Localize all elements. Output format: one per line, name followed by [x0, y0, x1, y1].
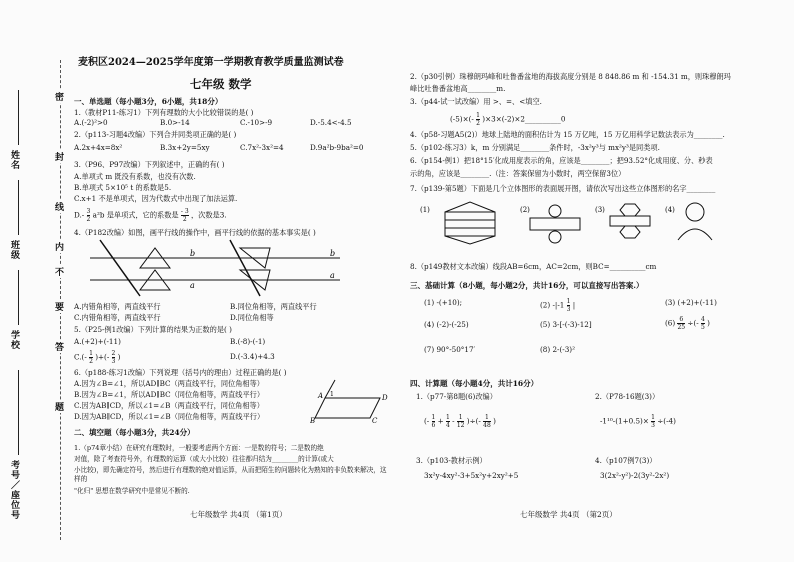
- q2-option-d: D.9a²b-9ba²=0: [310, 143, 364, 152]
- problem-3: 3.（p103-教材示例）: [416, 456, 487, 465]
- fraction: $\frac{1}{3}$: [651, 414, 655, 429]
- q4-option-b: B.同位角相等，两直线平行: [230, 302, 317, 311]
- q6-option-d: D.因为AB∥CD，所以∠1=∠B（同位角相等，两直线平行）: [74, 412, 265, 421]
- fill-question-1-line-1: 1.（p74章小结）在研究有理数时，一般要考虑两个方面：一是数的符号；二是数的绝: [74, 444, 324, 452]
- net-hex-bottom: [620, 226, 640, 238]
- section-2-heading: 二、填空题（每小题3分，共24分）: [74, 428, 195, 437]
- net-prism-top: [445, 202, 495, 212]
- label-b: b: [330, 249, 336, 258]
- net-prism-bottom: [445, 236, 495, 244]
- q5-option-c: C.(- $\frac{1}{2}$ )+(- $\frac{2}{3}$ ): [74, 350, 121, 365]
- net-cone-sector: [678, 229, 712, 240]
- net-cone-base: [686, 203, 704, 221]
- question-5: 5.（P25-例1改编）下列计算的结果为正数的是( ): [74, 325, 232, 334]
- net-hex-prism-rect: [610, 216, 650, 226]
- section-4-heading: 四、计算题（每小题4分，共计16分）: [410, 379, 539, 388]
- calc-1: (1) -(+10);: [424, 298, 463, 307]
- net-cylinder-circle: [549, 231, 561, 243]
- net-label: (4): [665, 206, 675, 214]
- problem-4-expression: 3(2x²-y²)-2(3y²-2x²): [600, 471, 670, 480]
- fill-question-1-line-4: "化归" 思想在数学研究中是常见不断的.: [74, 487, 190, 495]
- nets-figure: [420, 200, 760, 245]
- section-1-heading: 一、单选题（每小题3分，6小题，共18分）: [74, 97, 223, 106]
- label-b: B: [310, 417, 316, 423]
- name-label: 姓名: [9, 150, 19, 170]
- q1-option-c: C.-10>-9: [240, 118, 273, 127]
- seal-char: 不: [55, 265, 64, 278]
- fraction: $\frac{6}{25}$: [677, 316, 686, 331]
- parallel-lines-figure: [90, 238, 350, 298]
- seal-char: 题: [55, 400, 64, 413]
- fill-question-7: 7.（p139-第5题）下面是几个立体图形的表面展开图，请依次写出这些立体图形的名字________: [410, 184, 716, 193]
- q3-option-a: A.单项式 m 既没有系数，也没有次数.: [74, 172, 196, 181]
- problem-2-expression: -1¹⁰-(1+0.5)× $\frac{1}{3}$ ÷(-4): [600, 414, 676, 429]
- calc-6: (6) $\frac{6}{25}$ ÷(- $\frac{4}{5}$ ): [665, 316, 710, 331]
- fill-question-2-line-2: 峰比吐鲁番盆地高________m.: [410, 84, 506, 93]
- ruler-edge: [100, 240, 140, 296]
- school-line: [18, 270, 19, 325]
- question-6: 6.（p188-练习1改编）下列说理（括号内的理由）过程正确的是( ): [74, 368, 287, 377]
- fraction: $\frac{1}{4}$: [445, 414, 450, 429]
- problem-2: 2.（P78-16题(3)）: [595, 392, 660, 401]
- calc-3: (3) (+2)+(-11): [665, 298, 717, 307]
- q2-option-b: B.3x+2y=5xy: [160, 143, 210, 152]
- question-4: 4.（P182改编）如图，画平行线的操作中，画平行线的依据的基本事实是( ): [74, 228, 316, 237]
- label-b: b: [190, 249, 196, 258]
- seal-char: 线: [55, 200, 64, 213]
- q4-option-d: D.同位角相等: [230, 313, 274, 322]
- seal-char: 密: [55, 90, 64, 103]
- seal-char: 要: [55, 300, 64, 313]
- fraction: $\frac{1}{6}$: [431, 414, 436, 429]
- exam-subtitle: 七年级 数学: [190, 77, 252, 91]
- section-3-heading: 三、基础计算（8小题，每小题2分，共计16分，可以直接写出答案.）: [410, 281, 644, 290]
- fill-question-3-expression: (-5)×(- $\frac{1}{2}$ )×3×(-2)×2__________0: [450, 112, 566, 127]
- exam-number-line: [18, 370, 19, 455]
- net-label: (3): [595, 206, 605, 214]
- fraction: $\frac{1}{12}$: [456, 414, 465, 429]
- fraction: $\frac{1}{2}$: [476, 112, 480, 127]
- net-label: (1): [420, 206, 430, 214]
- fill-question-3: 3.（p44-试一试改编）用 >、=、<填空.: [410, 97, 542, 106]
- fraction: $\frac{1}{48}$: [483, 414, 491, 429]
- name-line: [18, 90, 19, 145]
- q3-option-d: D.- $\frac{3}{2}$ a²b 是单项式，它的系数是 $\frac{- 3}{2}$ ，次数是3.: [74, 208, 227, 223]
- q5-option-a: A.(+2)+(-11): [74, 337, 121, 346]
- parallelogram: [315, 398, 380, 418]
- seal-char: 内: [55, 240, 64, 253]
- label-a: A: [318, 392, 324, 400]
- calc-4: (4) (-2)-(-25): [424, 320, 469, 329]
- fill-question-6-line-1: 6.（p154-例1）把18°15′化成用度表示的角，应该是________；把93.52°化成用度、分、秒表: [410, 156, 713, 165]
- problem-3-expression: 3x²y-4xy²-3+5x²y+2xy²+5: [424, 471, 519, 480]
- fill-question-4: 4.（p58-习题A5(2)）地球上陆地的面积估计为 15 万亿吨，15 万亿用科学记数法表示为________.: [410, 130, 725, 139]
- calc-8: (8) 2-(-3)²: [540, 345, 575, 354]
- q4-option-a: A.内错角相等，两直线平行: [74, 302, 161, 311]
- fraction: $\frac{- 3}{2}$: [180, 208, 189, 223]
- fraction: $\frac{4}{5}$: [700, 316, 705, 331]
- problem-1: 1.（p77-第8题(6)改编）: [416, 392, 497, 401]
- fill-question-1-line-2: 对值，除了考查符号外，有理数的运算（或大小比较）往往都归结为________的计算(或大: [74, 455, 334, 463]
- seal-char: 答: [55, 340, 64, 353]
- fraction: $\frac{1}{2}$: [89, 350, 93, 365]
- q1-option-b: B.0>-14: [160, 118, 190, 127]
- q3-option-c: C.x+1 不是单项式，因为代数式中出现了加法运算.: [74, 194, 238, 203]
- problem-4: 4.（p107例7(3)）: [595, 456, 657, 465]
- class-line: [18, 180, 19, 235]
- question-3: 3.（P96、P97改编）下列叙述中，正确的有( ): [74, 160, 225, 169]
- q1-option-a: A.(-2)²>0: [74, 118, 108, 127]
- seal-char: 封: [55, 150, 64, 163]
- exam-number-label: 考号／座位号: [9, 460, 19, 520]
- q5-option-d: D.(-3.4)+4.3: [230, 352, 275, 361]
- page-footer: 七年级数学 共4页 （第2页）: [520, 510, 617, 519]
- q2-option-a: A.2x+4x=8x²: [74, 143, 123, 152]
- label-a: a: [190, 281, 195, 290]
- parallelogram-figure: [310, 378, 390, 423]
- fraction: $\frac{1}{3}$: [566, 298, 571, 313]
- net-cylinder-rect: [530, 218, 580, 230]
- net-cylinder-circle: [549, 205, 561, 217]
- calc-2: (2) -|-1 $\frac{1}{3}$ |: [540, 298, 576, 313]
- question-1: 1.（教材P11-练习1）下列有理数的大小比较错误的是( ): [74, 108, 254, 117]
- q6-option-a: A.因为∠B=∠1，所以AD∥BC（两直线平行，同位角相等）: [74, 379, 264, 388]
- fill-question-6-line-2: 示的角，应该是________.（注：答案保留为小数时，两空保留3位）: [410, 169, 626, 178]
- q3-option-b: B.单项式 5×10⁵ t 的系数是5.: [74, 183, 172, 192]
- q2-option-c: C.7x²-3x²=4: [240, 143, 284, 152]
- net-label: (2): [520, 206, 530, 214]
- label-a: a: [330, 271, 335, 280]
- fill-question-2-line-1: 2.（p30引例）珠穆朗玛峰和吐鲁番盆地的海拔高度分别是 8 848.86 m 和 -154.31 m，则珠穆朗玛: [410, 72, 731, 81]
- calc-7: (7) 90°-50°17′: [424, 345, 476, 354]
- class-label: 班级: [9, 240, 19, 260]
- label-d: D: [382, 394, 388, 402]
- fill-question-5: 5.（p102-练习3）k，m 分别满足________条件时，-3x²y³与 mx²y³是同类项.: [410, 143, 660, 152]
- fraction: $\frac{2}{3}$: [111, 350, 116, 365]
- q5-option-b: B.(-8)-(-1): [230, 337, 266, 346]
- label-angle-1: 1: [330, 391, 334, 398]
- binding-sidebar: [0, 0, 66, 562]
- fill-question-1-line-3: 小比较)，即先确定符号，然后进行有理数的绝对值运算，从而把陌生的问题转化为熟知的非负数来解决，这样的: [74, 466, 387, 483]
- fraction: $\frac{3}{2}$: [86, 208, 91, 223]
- exam-title: 麦积区2024—2025学年度第一学期教育教学质量监测试卷: [78, 57, 344, 68]
- q1-option-d: D.-5.4<-4.5: [310, 118, 352, 127]
- problem-1-expression: (- $\frac{1}{6}$ + $\frac{1}{4}$ - $\frac{1}{12}$ )÷(- $\frac{1}{48}$ ): [424, 414, 496, 429]
- calc-5: (5) 3-[-(-3)-12]: [540, 320, 592, 329]
- page-footer: 七年级数学 共4页 （第1页）: [190, 510, 287, 519]
- net-prism-center: [445, 212, 495, 236]
- label-c: C: [372, 417, 378, 423]
- fill-question-8: 8.（p149教材文本改编）线段AB=6cm，AC=2cm，则BC=__________cm: [410, 262, 657, 271]
- q4-option-c: C.内错角相等，两直线平行: [74, 313, 161, 322]
- question-2: 2.（p113-习题4改编）下列合并同类项正确的是( ): [74, 130, 237, 139]
- q6-option-b: B.因为∠B=∠1，所以AD∥BC（同位角相等，两直线平行）: [74, 390, 265, 399]
- q6-option-c: C.因为AB∥CD，所以∠1=∠B（两直线平行，同位角相等）: [74, 401, 264, 410]
- school-label: 学校: [9, 330, 19, 350]
- net-hex-top: [620, 204, 640, 216]
